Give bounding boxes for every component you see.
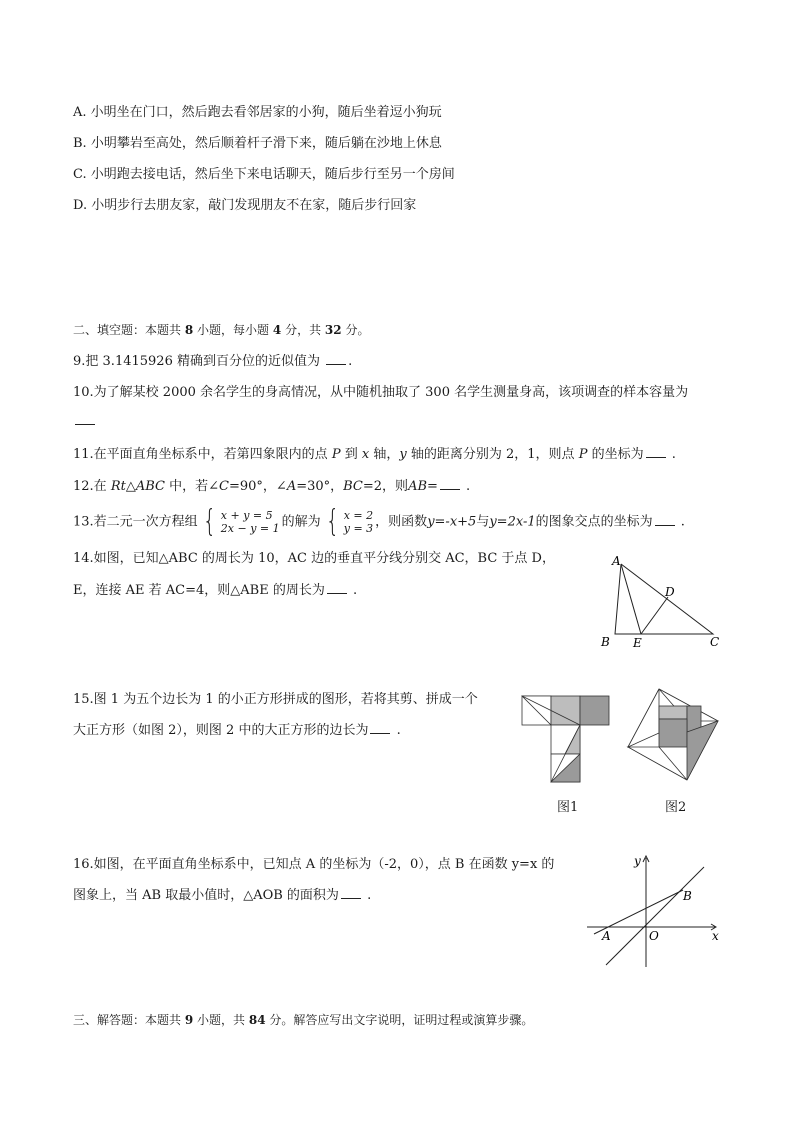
question-15-line2: 大正方形（如图 2），则图 2 中的大正方形的边长为 . bbox=[73, 723, 401, 738]
option-d: D. 小明步行去朋友家，敲门发现朋友不在家，随后步行回家 bbox=[73, 198, 417, 213]
segment-ae bbox=[621, 564, 641, 634]
answer-blank bbox=[327, 581, 347, 594]
label-e: E bbox=[633, 636, 642, 650]
label-c: C bbox=[710, 635, 720, 649]
answer-blank bbox=[75, 412, 95, 425]
figure-1-caption: 图1 bbox=[557, 800, 579, 815]
label-a: A bbox=[612, 554, 621, 568]
question-10: 10.为了解某校 2000 余名学生的身高情况，从中随机抽取了 300 名学生测量身高，该项调查的样本容量为 bbox=[73, 385, 689, 400]
option-a: A. 小明坐在门口，然后跑去看邻居家的小狗，随后坐着逗小狗玩 bbox=[73, 105, 442, 120]
solution-system: { x = 2 y = 3 bbox=[325, 504, 374, 539]
answer-blank bbox=[341, 886, 361, 899]
label-a: A bbox=[602, 929, 611, 943]
section-2-title: 二、填空题：本题共 8 小题，每小题 4 分，共 32 分。 bbox=[73, 323, 370, 337]
label-x: x bbox=[712, 929, 719, 943]
figure-1-t-shape bbox=[520, 694, 612, 784]
section-3-title: 三、解答题：本题共 9 小题，共 84 分。解答应写出文字说明，证明过程或演算步骤。 bbox=[73, 1013, 534, 1027]
answer-blank bbox=[370, 721, 390, 734]
answer-blank bbox=[646, 445, 666, 458]
option-c: C. 小明跑去接电话，然后坐下来电话聊天，随后步行至另一个房间 bbox=[73, 167, 455, 182]
question-12: 12.在 Rt△ABC 中，若∠C=90°，∠A=30°，BC=2，则AB= . bbox=[73, 479, 471, 494]
coordinate-figure bbox=[585, 852, 725, 972]
option-b: B. 小明攀岩至高处，然后顺着杆子滑下来，随后躺在沙地上休息 bbox=[73, 136, 442, 151]
segment-ed bbox=[641, 597, 668, 634]
question-16-line2: 图象上，当 AB 取最小值时，△AOB 的面积为 . bbox=[73, 888, 372, 903]
figure-2-big-square bbox=[624, 686, 722, 784]
label-b: B bbox=[683, 889, 692, 903]
question-11: 11.在平面直角坐标系中，若第四象限内的点 P 到 x 轴，y 轴的距离分别为 2，1，则点 P 的坐标为 . bbox=[73, 447, 676, 462]
label-b: B bbox=[601, 635, 610, 649]
question-14-line1: 14.如图，已知△ABC 的周长为 10，AC 边的垂直平分线分别交 AC，BC 于点 D， bbox=[73, 551, 555, 566]
question-14-line2: E，连接 AE 若 AC=4，则△ABE 的周长为 . bbox=[73, 583, 358, 598]
answer-blank bbox=[326, 352, 346, 365]
figure-2-caption: 图2 bbox=[665, 800, 687, 815]
square-2 bbox=[551, 696, 580, 725]
answer-blank bbox=[655, 513, 675, 526]
label-d: D bbox=[665, 585, 675, 599]
question-10-blank-line bbox=[73, 412, 97, 432]
line-y-equals-x bbox=[606, 867, 704, 965]
question-16-line1: 16.如图，在平面直角坐标系中，已知点 A 的坐标为（-2，0），点 B 在函数 y=x 的 bbox=[73, 857, 555, 872]
triangle-figure bbox=[595, 550, 730, 655]
question-15-line1: 15.图 1 为五个边长为 1 的小正方形拼成的图形，若将其剪、拼成一个 bbox=[73, 692, 478, 707]
question-9: 9.把 3.1415926 精确到百分位的近似值为 . bbox=[73, 354, 353, 369]
label-y: y bbox=[634, 854, 641, 868]
square-3 bbox=[580, 696, 609, 725]
question-13: 13.若二元一次方程组 { x + y = 5 2x − y = 1 的解为 { x = 2 y = 3 ，则函数y=-x+5与y=2x-1的图象交点的坐标为 . bbox=[73, 504, 685, 539]
equation-system: { x + y = 5 2x − y = 1 bbox=[202, 504, 280, 539]
answer-blank bbox=[440, 477, 460, 490]
label-o: O bbox=[649, 929, 659, 943]
triangle-abc bbox=[615, 564, 713, 634]
